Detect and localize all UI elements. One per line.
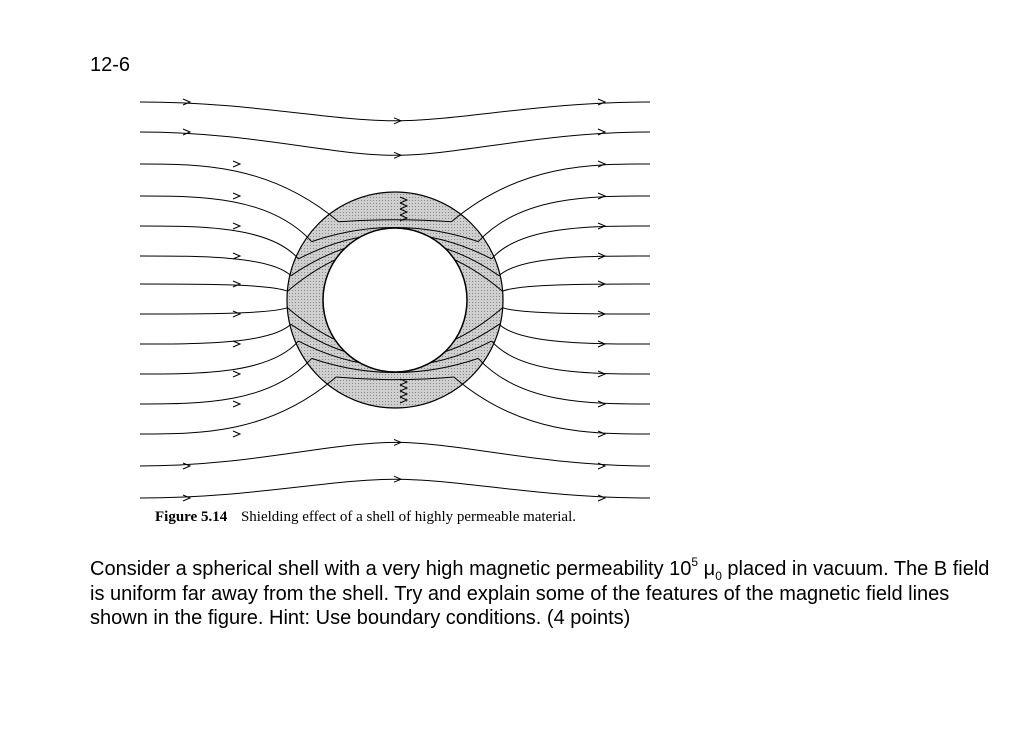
field-arrow (233, 311, 240, 317)
field-line (140, 377, 336, 434)
field-line (478, 196, 650, 242)
field-arrow (598, 99, 605, 105)
field-lines-diagram (130, 92, 660, 502)
field-arrow (233, 193, 240, 199)
field-line (140, 256, 291, 276)
caption-label: Figure 5.14 (155, 509, 228, 525)
field-arrow (598, 495, 605, 501)
field-arrow (233, 401, 240, 407)
field-line (503, 284, 651, 291)
exponent: 5 (691, 555, 699, 570)
field-line (492, 226, 650, 259)
field-arrow (233, 341, 240, 347)
field-line (454, 377, 650, 434)
field-line (140, 358, 312, 404)
field-line (140, 132, 650, 155)
field-arrow (233, 281, 240, 287)
field-arrow (183, 495, 190, 501)
shell-interior (323, 228, 467, 372)
field-line (499, 256, 650, 276)
question-text (90, 557, 990, 631)
figure (130, 92, 660, 502)
figure-caption (155, 508, 576, 526)
question-part-1: Consider a spherical shell with a very high magnetic permeability 10 (90, 558, 692, 580)
field-arrow (598, 401, 605, 407)
field-arrow (598, 223, 605, 229)
field-line (140, 341, 298, 374)
field-arrow (598, 161, 605, 167)
field-line (140, 308, 287, 314)
field-line (492, 341, 650, 374)
field-line (140, 164, 339, 222)
field-arrow (183, 99, 190, 105)
mu-symbol: μ (703, 558, 716, 580)
field-arrow (233, 253, 240, 259)
question-part-2: placed in vacuum. The B field is uniform far away from the shell. Try and explain some of the features of the magnetic field lines shown in the figure. Hint: Use boundary conditions. (4 points) (90, 558, 990, 629)
field-arrow (598, 431, 605, 437)
field-arrow (598, 193, 605, 199)
field-line (503, 308, 650, 314)
field-line (499, 324, 650, 344)
field-line (140, 226, 298, 259)
field-line (451, 164, 650, 222)
field-line (140, 324, 291, 344)
field-arrow (183, 129, 190, 135)
field-line (140, 284, 288, 291)
field-arrow (598, 129, 605, 135)
field-arrow (598, 463, 605, 469)
mu-subscript: 0 (715, 569, 722, 583)
field-line (478, 358, 650, 404)
field-arrow (233, 223, 240, 229)
field-line (140, 442, 650, 466)
field-line (140, 196, 312, 242)
page-label: 12-6 (90, 54, 131, 76)
caption-text: Shielding effect of a shell of highly permeable material. (240, 509, 576, 525)
field-arrow (183, 463, 190, 469)
field-arrow (598, 371, 605, 377)
field-arrow (233, 161, 240, 167)
field-arrow (233, 431, 240, 437)
field-arrow (233, 371, 240, 377)
